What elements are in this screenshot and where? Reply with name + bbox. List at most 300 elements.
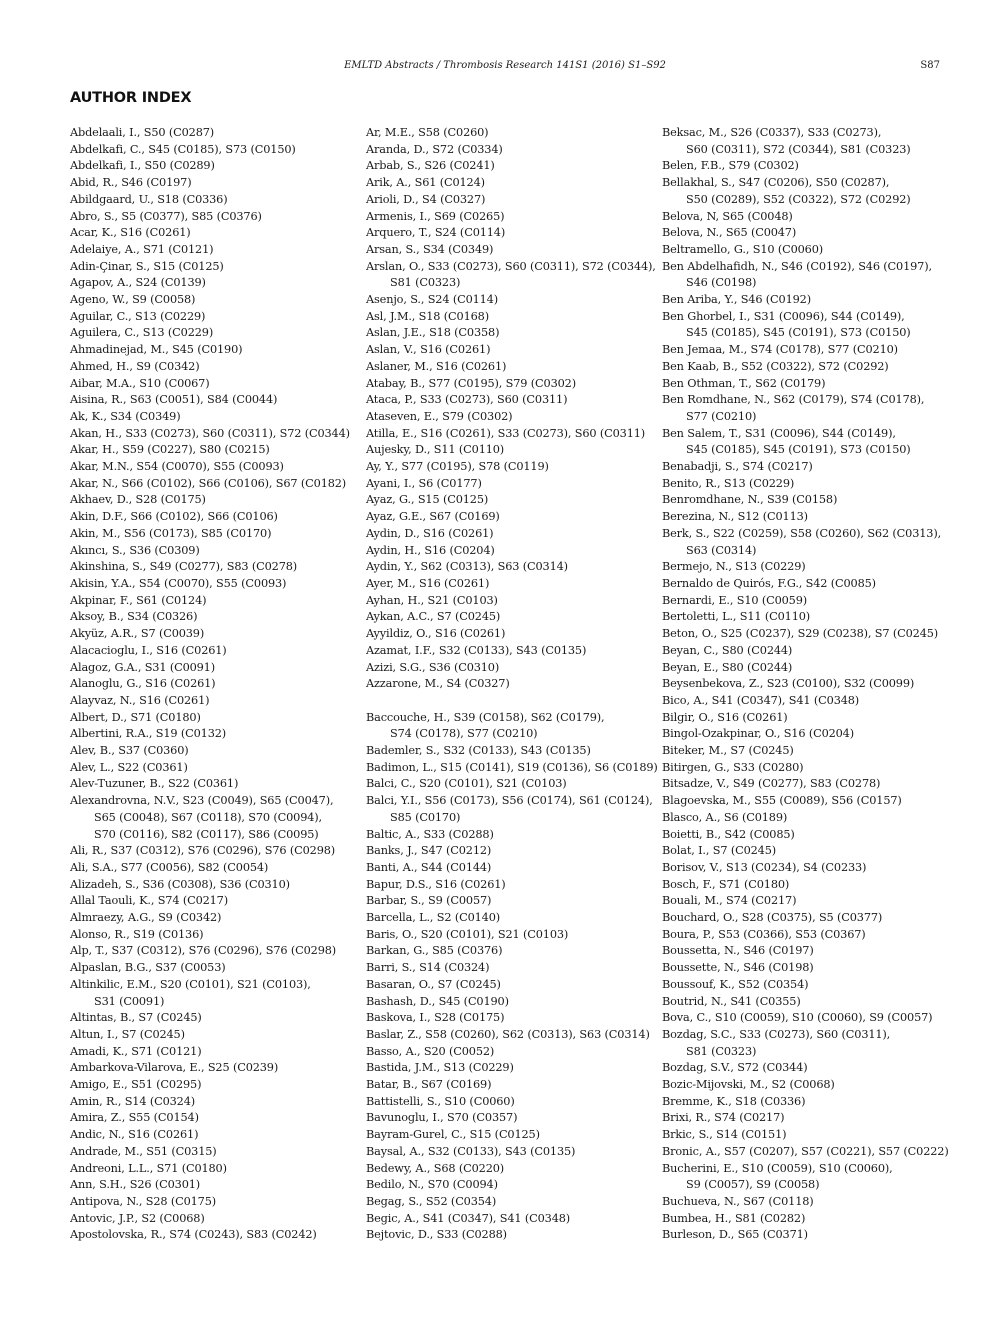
- index-entry: [662, 559, 954, 576]
- entry-continuation: S81 (C0323): [390, 276, 461, 290]
- index-entry: [366, 259, 658, 292]
- index-entry: [70, 409, 362, 426]
- entry-line: Ayaz, G.E., S67 (C0169): [366, 510, 500, 524]
- entry-continuation: S74 (C0178), S77 (C0210): [390, 727, 538, 741]
- entry-continuation: S9 (C0057), S9 (C0058): [686, 1178, 820, 1192]
- index-entry: [662, 376, 954, 393]
- index-entry: [70, 910, 362, 927]
- entry-line: Ben Abdelhafidh, N., S46 (C0192), S46 (C0197),: [662, 259, 932, 273]
- entry-line: Bingol-Ozakpinar, O., S16 (C0204): [662, 727, 854, 741]
- entry-line: Asl, J.M., S18 (C0168): [366, 309, 489, 323]
- entry-line: Borisov, V., S13 (C0234), S4 (C0233): [662, 860, 867, 874]
- entry-line: Baris, O., S20 (C0101), S21 (C0103): [366, 927, 569, 941]
- entry-line: Akisin, Y.A., S54 (C0070), S55 (C0093): [70, 576, 287, 590]
- index-entry: [662, 693, 954, 710]
- entry-line: Brkic, S., S14 (C0151): [662, 1128, 787, 1142]
- entry-line: Ar, M.E., S58 (C0260): [366, 126, 489, 139]
- entry-line: Akıncı, S., S36 (C0309): [70, 543, 200, 557]
- index-entry: [662, 459, 954, 476]
- index-entry: [662, 1027, 954, 1060]
- index-entry: [366, 509, 658, 526]
- entry-line: Boietti, B., S42 (C0085): [662, 827, 795, 841]
- index-entry: [366, 1161, 658, 1178]
- entry-line: Alanoglu, G., S16 (C0261): [70, 677, 216, 691]
- entry-line: Bitirgen, G., S33 (C0280): [662, 760, 804, 774]
- entry-line: Amigo, E., S51 (C0295): [70, 1078, 202, 1092]
- entry-line: Ak, K., S34 (C0349): [70, 409, 181, 423]
- entry-line: Baysal, A., S32 (C0133), S43 (C0135): [366, 1144, 576, 1158]
- entry-line: Benabadji, S., S74 (C0217): [662, 460, 813, 474]
- index-entry: [662, 943, 954, 960]
- entry-line: Beksac, M., S26 (C0337), S33 (C0273),: [662, 126, 882, 139]
- index-entry: [366, 609, 658, 626]
- entry-line: Bolat, I., S7 (C0245): [662, 844, 776, 858]
- index-entry: [70, 676, 362, 693]
- entry-line: Akin, M., S56 (C0173), S85 (C0170): [70, 526, 272, 540]
- entry-continuation: S45 (C0185), S45 (C0191), S73 (C0150): [686, 326, 911, 340]
- index-entry: [662, 392, 954, 425]
- index-entry: [70, 292, 362, 309]
- index-entry: [366, 827, 658, 844]
- entry-line: Aslan, V., S16 (C0261): [366, 343, 491, 357]
- entry-line: Benito, R., S13 (C0229): [662, 476, 795, 490]
- entry-line: Amira, Z., S55 (C0154): [70, 1111, 199, 1125]
- index-entry: [366, 994, 658, 1011]
- index-entry: [366, 1127, 658, 1144]
- entry-continuation: S46 (C0198): [686, 276, 757, 290]
- entry-line: Akar, H., S59 (C0227), S80 (C0215): [70, 443, 270, 457]
- entry-line: Ben Romdhane, N., S62 (C0179), S74 (C0178),: [662, 393, 925, 407]
- entry-line: Bouchard, O., S28 (C0375), S5 (C0377): [662, 911, 883, 925]
- entry-line: Atilla, E., S16 (C0261), S33 (C0273), S60 (C0311): [366, 426, 646, 440]
- index-entry: [366, 893, 658, 910]
- entry-line: Abid, R., S46 (C0197): [70, 176, 192, 190]
- index-entry: [662, 1227, 954, 1244]
- index-entry: [366, 576, 658, 593]
- index-entry: [70, 576, 362, 593]
- entry-line: Barkan, G., S85 (C0376): [366, 944, 503, 958]
- entry-line: Akin, D.F., S66 (C0102), S66 (C0106): [70, 510, 278, 524]
- index-entry: [70, 877, 362, 894]
- entry-line: Boura, P., S53 (C0366), S53 (C0367): [662, 927, 866, 941]
- index-entry: [366, 1144, 658, 1161]
- entry-line: Ayhan, H., S21 (C0103): [366, 593, 498, 607]
- entry-line: Allal Taouli, K., S74 (C0217): [70, 894, 228, 908]
- entry-line: Brixi, R., S74 (C0217): [662, 1111, 785, 1125]
- index-entry: [662, 292, 954, 309]
- entry-line: Bozic-Mijovski, M., S2 (C0068): [662, 1078, 835, 1092]
- index-entry: [662, 977, 954, 994]
- entry-line: Akan, H., S33 (C0273), S60 (C0311), S72 (C0344): [70, 426, 350, 440]
- entry-line: Bronic, A., S57 (C0207), S57 (C0221), S57 (C0222): [662, 1144, 949, 1158]
- entry-line: Bouali, M., S74 (C0217): [662, 894, 797, 908]
- index-entry: [70, 209, 362, 226]
- index-entry: [662, 1161, 954, 1194]
- entry-line: Ayaz, G., S15 (C0125): [366, 493, 489, 507]
- index-entry: [662, 259, 954, 292]
- entry-line: Abdelkafi, C., S45 (C0185), S73 (C0150): [70, 142, 296, 156]
- entry-line: Alpaslan, B.G., S37 (C0053): [70, 961, 226, 975]
- entry-line: Alizadeh, S., S36 (C0308), S36 (C0310): [70, 877, 290, 891]
- index-entry: [70, 960, 362, 977]
- entry-line: Abdelaali, I., S50 (C0287): [70, 126, 215, 139]
- entry-line: Beltramello, G., S10 (C0060): [662, 242, 823, 256]
- index-entry: [70, 1211, 362, 1228]
- entry-line: Burleson, D., S65 (C0371): [662, 1228, 808, 1242]
- entry-line: Bapur, D.S., S16 (C0261): [366, 877, 506, 891]
- entry-line: Boussouf, K., S52 (C0354): [662, 977, 809, 991]
- index-entry: [70, 359, 362, 376]
- index-entry: [366, 593, 658, 610]
- index-entry: [70, 626, 362, 643]
- index-entry: [662, 476, 954, 493]
- entry-continuation: S81 (C0323): [686, 1044, 757, 1058]
- index-entry: [662, 1144, 954, 1161]
- index-column-2: [366, 125, 658, 1244]
- index-entry: [366, 1077, 658, 1094]
- index-entry: [662, 1110, 954, 1127]
- index-entry: [70, 743, 362, 760]
- entry-line: Ben Kaab, B., S52 (C0322), S72 (C0292): [662, 359, 889, 373]
- entry-line: Bellakhal, S., S47 (C0206), S50 (C0287),: [662, 176, 890, 190]
- entry-line: Batar, B., S67 (C0169): [366, 1078, 492, 1092]
- entry-line: Begic, A., S41 (C0347), S41 (C0348): [366, 1211, 571, 1225]
- index-entry: [366, 1094, 658, 1111]
- index-entry: [366, 192, 658, 209]
- index-column-1: [70, 125, 362, 1244]
- index-entry: [366, 476, 658, 493]
- index-entry: [366, 225, 658, 242]
- index-entry: [366, 1044, 658, 1061]
- entry-line: Boussetta, N., S46 (C0197): [662, 944, 814, 958]
- entry-line: Bejtovic, D., S33 (C0288): [366, 1228, 507, 1242]
- index-entry: [70, 693, 362, 710]
- entry-line: Baccouche, H., S39 (C0158), S62 (C0179),: [366, 710, 605, 724]
- index-entry: [366, 660, 658, 677]
- index-entry: [662, 1077, 954, 1094]
- entry-line: Ben Ghorbel, I., S31 (C0096), S44 (C0149),: [662, 309, 905, 323]
- index-entry: [70, 426, 362, 443]
- entry-line: Asenjo, S., S24 (C0114): [366, 293, 498, 307]
- entry-line: Berezina, N., S12 (C0113): [662, 510, 808, 524]
- index-entry: [662, 175, 954, 208]
- index-entry: [70, 593, 362, 610]
- index-entry: [366, 1060, 658, 1077]
- entry-line: Akhaev, D., S28 (C0175): [70, 493, 206, 507]
- index-entry: [662, 927, 954, 944]
- entry-line: Bashash, D., S45 (C0190): [366, 994, 509, 1008]
- entry-line: Bermejo, N., S13 (C0229): [662, 560, 806, 574]
- entry-line: Aranda, D., S72 (C0334): [366, 142, 503, 156]
- entry-line: Altun, I., S7 (C0245): [70, 1027, 185, 1041]
- index-entry: [662, 660, 954, 677]
- entry-line: Barcella, L., S2 (C0140): [366, 911, 500, 925]
- index-entry: [662, 843, 954, 860]
- entry-continuation: S31 (C0091): [94, 994, 165, 1008]
- entry-line: Battistelli, S., S10 (C0060): [366, 1094, 515, 1108]
- index-entry: [70, 1060, 362, 1077]
- entry-line: Ahmadinejad, M., S45 (C0190): [70, 343, 243, 357]
- index-entry: [70, 175, 362, 192]
- entry-line: Abildgaard, U., S18 (C0336): [70, 192, 228, 206]
- entry-line: Bademler, S., S32 (C0133), S43 (C0135): [366, 744, 591, 757]
- index-entry: [70, 609, 362, 626]
- entry-line: Ben Salem, T., S31 (C0096), S44 (C0149),: [662, 426, 896, 440]
- index-entry: [70, 760, 362, 777]
- entry-line: Antipova, N., S28 (C0175): [70, 1195, 217, 1208]
- index-entry: [366, 643, 658, 660]
- index-entry: [366, 442, 658, 459]
- entry-line: Acar, K., S16 (C0261): [70, 226, 191, 240]
- index-entry: [366, 526, 658, 543]
- index-entry: [662, 710, 954, 727]
- entry-line: Bedilo, N., S70 (C0094): [366, 1178, 498, 1192]
- entry-line: Armenis, I., S69 (C0265): [366, 209, 505, 223]
- index-entry: [70, 1044, 362, 1061]
- entry-line: Abdelkafi, I., S50 (C0289): [70, 159, 215, 173]
- index-entry: [366, 342, 658, 359]
- index-entry: [366, 325, 658, 342]
- index-entry: [366, 543, 658, 560]
- entry-continuation: S65 (C0048), S67 (C0118), S70 (C0094),: [94, 810, 322, 824]
- index-entry: [70, 392, 362, 409]
- index-entry: [366, 142, 658, 159]
- entry-line: Aksoy, B., S34 (C0326): [70, 610, 198, 624]
- index-entry: [366, 877, 658, 894]
- entry-continuation: S70 (C0116), S82 (C0117), S86 (C0095): [94, 827, 319, 841]
- index-entry: [366, 1027, 658, 1044]
- index-entry: [366, 359, 658, 376]
- index-entry: [70, 776, 362, 793]
- entry-line: Bremme, K., S18 (C0336): [662, 1094, 806, 1108]
- index-entry: [366, 1010, 658, 1027]
- index-entry: [366, 927, 658, 944]
- entry-line: Barbar, S., S9 (C0057): [366, 894, 492, 908]
- entry-line: Ann, S.H., S26 (C0301): [70, 1178, 201, 1192]
- index-entry: [662, 877, 954, 894]
- index-entry: [662, 158, 954, 175]
- index-entry: [662, 426, 954, 459]
- entry-line: Andrade, M., S51 (C0315): [70, 1144, 217, 1158]
- entry-line: Bernardi, E., S10 (C0059): [662, 593, 808, 607]
- entry-line: Ayyildiz, O., S16 (C0261): [366, 627, 506, 641]
- entry-line: Ben Ariba, Y., S46 (C0192): [662, 293, 811, 307]
- index-entry: [366, 1211, 658, 1228]
- index-entry: [70, 1144, 362, 1161]
- index-entry: [70, 977, 362, 1010]
- index-entry: [662, 526, 954, 559]
- entry-line: Azzarone, M., S4 (C0327): [366, 677, 510, 691]
- entry-line: Alonso, R., S19 (C0136): [70, 927, 204, 941]
- index-entry: [366, 1110, 658, 1127]
- entry-line: Bozdag, S.C., S33 (C0273), S60 (C0311),: [662, 1027, 891, 1041]
- entry-continuation: S45 (C0185), S45 (C0191), S73 (C0150): [686, 443, 911, 457]
- entry-line: Amadi, K., S71 (C0121): [70, 1044, 202, 1058]
- index-entry: [366, 309, 658, 326]
- entry-line: Bosch, F., S71 (C0180): [662, 877, 790, 891]
- index-entry: [70, 1110, 362, 1127]
- entry-line: Berk, S., S22 (C0259), S58 (C0260), S62 (C0313),: [662, 526, 942, 540]
- index-entry: [662, 960, 954, 977]
- index-entry: [662, 125, 954, 158]
- entry-line: Aguilar, C., S13 (C0229): [70, 309, 206, 323]
- entry-line: Alexandrovna, N.V., S23 (C0049), S65 (C0047),: [70, 794, 334, 808]
- entry-line: Akinshina, S., S49 (C0277), S83 (C0278): [70, 560, 298, 574]
- index-entry: [662, 893, 954, 910]
- entry-line: Bova, C., S10 (C0059), S10 (C0060), S9 (C0057): [662, 1011, 933, 1025]
- entry-line: Akpinar, F., S61 (C0124): [70, 593, 207, 607]
- index-entry: [70, 459, 362, 476]
- index-entry: [70, 325, 362, 342]
- entry-line: Aguilera, C., S13 (C0229): [70, 326, 214, 340]
- page-header: [70, 60, 940, 76]
- index-entry: [366, 977, 658, 994]
- index-entry: [662, 910, 954, 927]
- index-entry: [366, 710, 658, 743]
- entry-line: Aisina, R., S63 (C0051), S84 (C0044): [70, 393, 278, 407]
- entry-line: Ben Jemaa, M., S74 (C0178), S77 (C0210): [662, 343, 898, 357]
- index-entry: [366, 426, 658, 443]
- entry-continuation: S50 (C0289), S52 (C0322), S72 (C0292): [686, 192, 911, 206]
- entry-continuation: S77 (C0210): [686, 409, 757, 423]
- index-entry: [662, 509, 954, 526]
- index-entry: [662, 626, 954, 643]
- entry-line: Adelaiye, A., S71 (C0121): [70, 242, 214, 256]
- index-entry: [366, 158, 658, 175]
- index-entry: [70, 259, 362, 276]
- index-entry: [662, 593, 954, 610]
- index-entry: [70, 710, 362, 727]
- index-entry: [70, 275, 362, 292]
- entry-line: Arioli, D., S4 (C0327): [366, 192, 486, 206]
- entry-line: Beyan, C., S80 (C0244): [662, 643, 793, 657]
- index-entry: [366, 743, 658, 760]
- entry-line: Buchueva, N., S67 (C0118): [662, 1195, 814, 1208]
- entry-line: Ataseven, E., S79 (C0302): [366, 409, 513, 423]
- index-entry: [662, 1194, 954, 1211]
- index-entry: [70, 660, 362, 677]
- entry-line: Basaran, O., S7 (C0245): [366, 977, 501, 991]
- index-entry: [662, 609, 954, 626]
- index-entry: [366, 960, 658, 977]
- entry-line: Barri, S., S14 (C0324): [366, 961, 490, 975]
- index-entry: [70, 1077, 362, 1094]
- index-entry: [70, 1094, 362, 1111]
- index-entry: [662, 643, 954, 660]
- index-entry: [662, 342, 954, 359]
- index-entry: [366, 292, 658, 309]
- index-entry: [662, 1060, 954, 1077]
- entry-line: Blagoevska, M., S55 (C0089), S56 (C0157): [662, 794, 902, 808]
- index-entry: [70, 893, 362, 910]
- entry-line: Baskova, I., S28 (C0175): [366, 1011, 505, 1025]
- entry-line: Adin-Çinar, S., S15 (C0125): [70, 259, 224, 273]
- index-entry: [70, 1127, 362, 1144]
- entry-line: Bozdag, S.V., S72 (C0344): [662, 1061, 808, 1075]
- index-entry: [70, 442, 362, 459]
- index-entry: [366, 409, 658, 426]
- entry-line: Altinkilic, E.M., S20 (C0101), S21 (C0103),: [70, 977, 311, 991]
- entry-line: Ataca, P., S33 (C0273), S60 (C0311): [366, 393, 568, 407]
- index-entry: [662, 225, 954, 242]
- index-entry: [662, 994, 954, 1011]
- index-entry: [70, 543, 362, 560]
- index-entry: [366, 1227, 658, 1244]
- index-entry: [70, 509, 362, 526]
- index-entry: [662, 760, 954, 777]
- entry-line: Boussette, N., S46 (C0198): [662, 961, 814, 975]
- index-entry: [366, 175, 658, 192]
- entry-line: Arik, A., S61 (C0124): [366, 176, 485, 190]
- index-entry: [662, 576, 954, 593]
- entry-line: Alacacioglu, I., S16 (C0261): [70, 643, 227, 657]
- entry-line: Aslan, J.E., S18 (C0358): [366, 326, 500, 340]
- index-entry: [70, 376, 362, 393]
- entry-line: Alev, L., S22 (C0361): [70, 760, 188, 774]
- index-entry: [366, 242, 658, 259]
- entry-line: Aydin, H., S16 (C0204): [366, 543, 495, 557]
- index-entry: [70, 793, 362, 843]
- entry-line: Apostolovska, R., S74 (C0243), S83 (C0242): [70, 1228, 317, 1242]
- entry-line: Balci, C., S20 (C0101), S21 (C0103): [366, 777, 567, 791]
- index-entry: [662, 676, 954, 693]
- index-entry: [366, 910, 658, 927]
- entry-line: Aykan, A.C., S7 (C0245): [366, 610, 501, 624]
- index-entry: [70, 843, 362, 860]
- index-entry: [662, 726, 954, 743]
- entry-line: Alev, B., S37 (C0360): [70, 744, 189, 758]
- entry-line: Aujesky, D., S11 (C0110): [366, 443, 505, 457]
- entry-line: Beton, O., S25 (C0237), S29 (C0238), S7 (C0245): [662, 627, 939, 641]
- index-entry: [70, 1161, 362, 1178]
- entry-line: Ahmed, H., S9 (C0342): [70, 359, 200, 373]
- entry-continuation: S60 (C0311), S72 (C0344), S81 (C0323): [686, 142, 911, 156]
- entry-line: Bumbea, H., S81 (C0282): [662, 1211, 806, 1225]
- index-entry: [366, 860, 658, 877]
- index-entry: [70, 476, 362, 493]
- entry-line: Bavunoglu, I., S70 (C0357): [366, 1111, 518, 1125]
- index-entry: [70, 142, 362, 159]
- index-entry: [662, 1094, 954, 1111]
- entry-line: Antovic, J.P., S2 (C0068): [70, 1211, 205, 1225]
- index-entry: [70, 192, 362, 209]
- index-column-3: [662, 125, 954, 1244]
- index-entry: [366, 760, 658, 777]
- entry-line: Belen, F.B., S79 (C0302): [662, 159, 799, 173]
- entry-line: Boutrid, N., S41 (C0355): [662, 994, 801, 1008]
- index-entry: [70, 860, 362, 877]
- index-entry: [366, 626, 658, 643]
- entry-line: Beysenbekova, Z., S23 (C0100), S32 (C0099): [662, 677, 915, 691]
- index-entry: [662, 492, 954, 509]
- entry-line: Bastida, J.M., S13 (C0229): [366, 1061, 514, 1075]
- index-entry: [70, 526, 362, 543]
- index-entry: [70, 309, 362, 326]
- entry-line: Badimon, L., S15 (C0141), S19 (C0136), S6 (C0189): [366, 760, 658, 774]
- entry-line: Bertoletti, L., S11 (C0110): [662, 610, 811, 624]
- index-entry: [70, 1177, 362, 1194]
- index-entry: [366, 559, 658, 576]
- index-entry: [70, 225, 362, 242]
- index-entry: [70, 492, 362, 509]
- index-entry: [662, 309, 954, 342]
- entry-line: Aibar, M.A., S10 (C0067): [70, 376, 210, 390]
- index-entry: [366, 943, 658, 960]
- index-entry: [70, 1194, 362, 1211]
- entry-line: Ageno, W., S9 (C0058): [70, 293, 196, 307]
- section-title: AUTHOR INDEX: [70, 90, 192, 106]
- entry-line: Alagoz, G.A., S31 (C0091): [70, 660, 215, 674]
